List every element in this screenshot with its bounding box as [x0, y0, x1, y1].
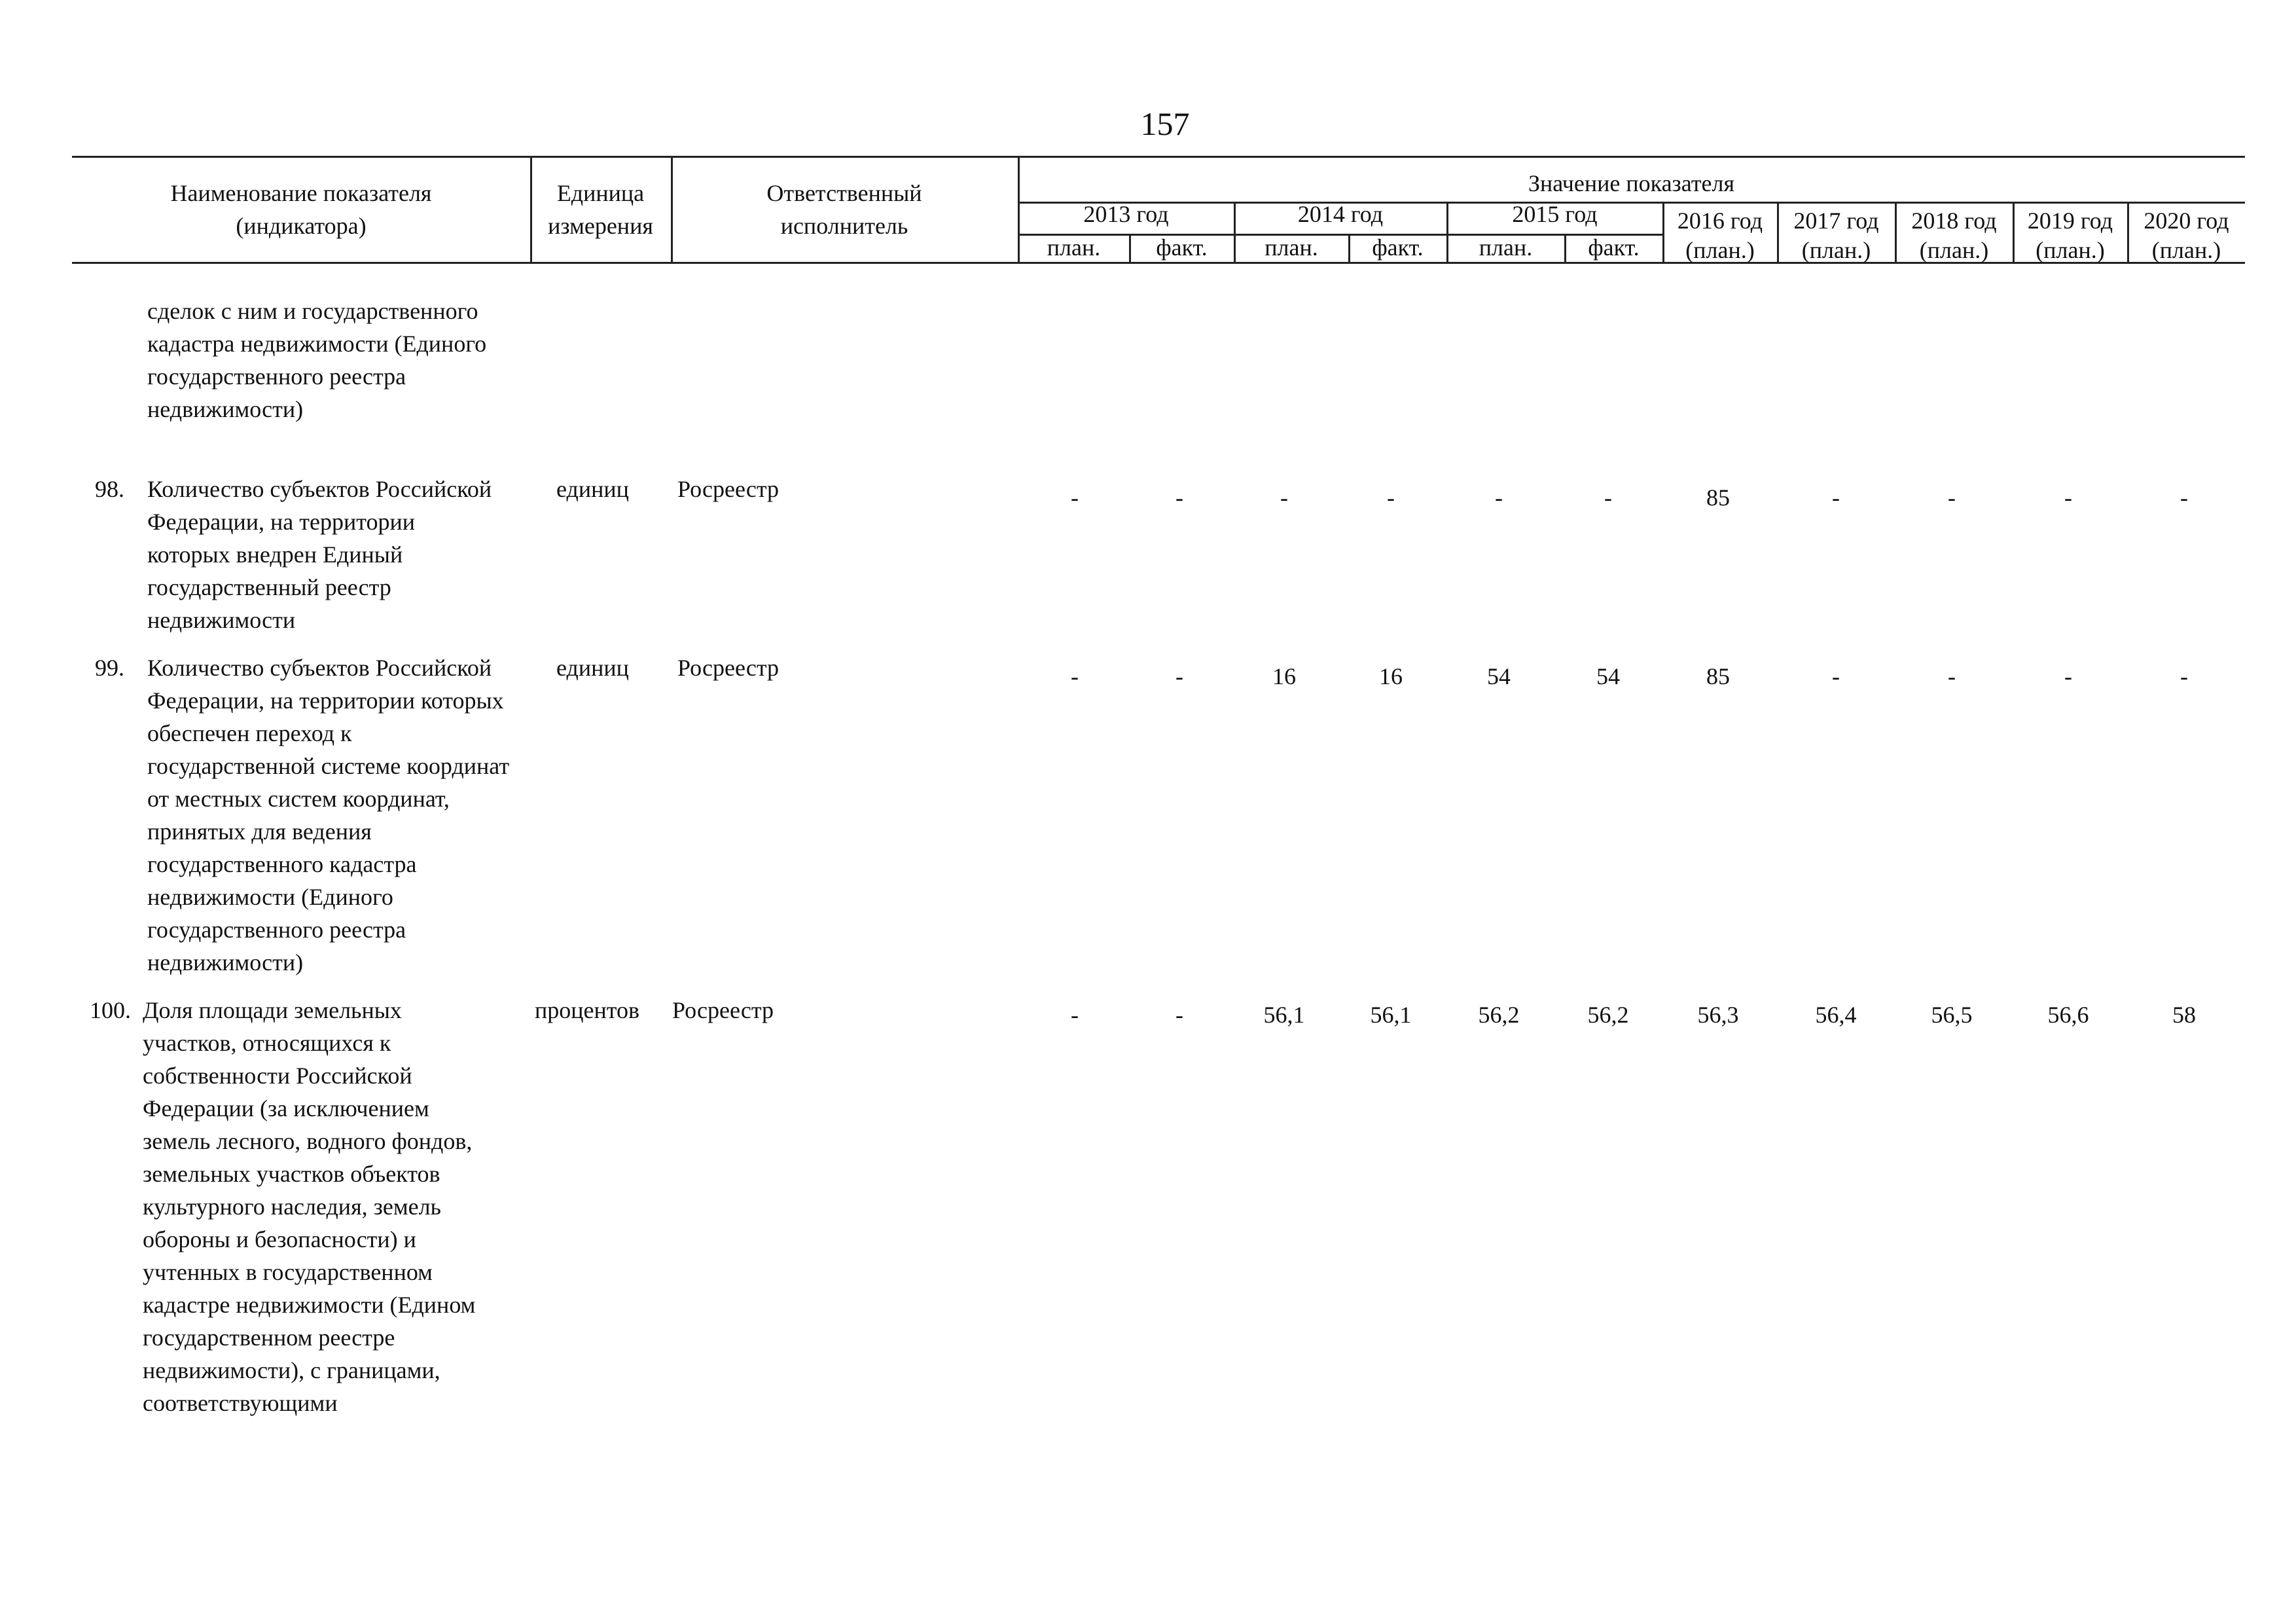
header-year-2019: 2019 год	[2027, 208, 2113, 234]
value-cell: 56,2	[1478, 1002, 1520, 1028]
header-year-2017: 2017 год	[1793, 208, 1879, 234]
row-number: 100.	[90, 997, 131, 1023]
value-cell: -	[2064, 484, 2072, 511]
header-2020-plan: (план.)	[2151, 237, 2221, 263]
value-cell: -	[2180, 484, 2188, 511]
value-cell: 16	[1272, 663, 1296, 689]
value-cell: -	[1071, 663, 1079, 689]
header-unit: Единица измерения	[548, 180, 653, 239]
value-cell: -	[1948, 484, 1956, 511]
indicator-unit: единиц	[556, 476, 629, 502]
indicator-unit: единиц	[556, 655, 629, 681]
value-cell: 54	[1487, 663, 1511, 689]
header-2015-fact: факт.	[1588, 234, 1640, 261]
indicator-unit: процентов	[535, 997, 640, 1023]
value-cell: 56,5	[1931, 1002, 1973, 1028]
header-2014-plan: план.	[1265, 234, 1318, 261]
header-indicator-value: Значение показателя	[1528, 170, 1735, 196]
value-cell: -	[1832, 484, 1840, 511]
header-year-2015: 2015 год	[1512, 201, 1598, 227]
value-cell: -	[2180, 663, 2188, 689]
value-cell: -	[1175, 1002, 1183, 1028]
value-cell: 58	[2172, 1002, 2196, 1028]
value-cell: 56,6	[2047, 1002, 2089, 1028]
value-cell: -	[1832, 663, 1840, 689]
value-cell: -	[1495, 484, 1503, 511]
header-2013-fact: факт.	[1156, 234, 1208, 261]
header-year-2020: 2020 год	[2144, 208, 2229, 234]
header-2017-plan: (план.)	[1801, 237, 1871, 263]
header-2018-plan: (план.)	[1919, 237, 1989, 263]
value-cell: 56,2	[1587, 1002, 1629, 1028]
page-number: 157	[1140, 105, 1190, 142]
indicator-executor: Росреестр	[677, 655, 780, 681]
continuation-text: сделок с ним и государственного кадастра недвижимости (Единого государственного реестра недвижимости)	[147, 298, 487, 422]
value-cell: -	[1071, 484, 1079, 511]
value-cell: -	[1280, 484, 1288, 511]
header-year-2013: 2013 год	[1083, 201, 1169, 227]
value-cell: -	[1604, 484, 1612, 511]
header-indicator-name: Наименование показателя (индикатора)	[170, 180, 432, 239]
value-cell: 56,1	[1263, 1002, 1305, 1028]
divider-unit-exec	[671, 157, 673, 262]
header-2015-plan: план.	[1479, 234, 1533, 261]
indicator-executor: Росреестр	[672, 997, 774, 1023]
value-cell: 56,1	[1370, 1002, 1412, 1028]
header-year-2014: 2014 год	[1297, 201, 1384, 227]
indicator-name: Количество субъектов Российской Федерации, на территории которых обеспечен переход к государственной системе координат от местных систем координат, принятых для ведения государственного кадастра недвижимости (Единого государственного реестра недвижимости)	[147, 655, 510, 976]
value-cell: 54	[1596, 663, 1620, 689]
header-top-rule	[72, 156, 2245, 158]
header-2016-plan: (план.)	[1685, 237, 1755, 263]
header-year-2018: 2018 год	[1911, 208, 1997, 234]
value-cell: -	[1387, 484, 1395, 511]
header-2019-plan: (план.)	[2036, 237, 2105, 263]
value-cell: 16	[1379, 663, 1403, 689]
row-number: 99.	[95, 655, 124, 681]
value-cell: 56,4	[1815, 1002, 1857, 1028]
header-year-2016: 2016 год	[1677, 208, 1763, 234]
indicator-name: Количество субъектов Российской Федерации, на территории которых внедрен Единый государственный реестр недвижимости	[147, 476, 492, 633]
value-cell: -	[1175, 663, 1183, 689]
value-cell: -	[1948, 663, 1956, 689]
header-2013-plan: план.	[1047, 234, 1101, 261]
row-number: 98.	[95, 476, 124, 502]
value-cell: -	[1071, 1002, 1079, 1028]
value-cell: -	[2064, 663, 2072, 689]
indicator-name: Доля площади земельных участков, относящихся к собственности Российской Федерации (за исключением земель лесного, водного фондов, земельных участков объектов культурного наследия, земель обороны и безопасности) и учтенных в государственном кадастре недвижимости (Едином государственном реестре недвижимости), с границами, соответствующими	[143, 997, 476, 1416]
value-cell: 85	[1706, 663, 1730, 689]
divider-name-unit	[530, 157, 532, 262]
value-cell: 85	[1706, 484, 1730, 511]
header-2014-fact: факт.	[1372, 234, 1424, 261]
indicator-executor: Росреестр	[677, 476, 780, 502]
value-cell: -	[1175, 484, 1183, 511]
value-cell: 56,3	[1697, 1002, 1739, 1028]
header-executor: Ответственный исполнитель	[766, 180, 922, 239]
